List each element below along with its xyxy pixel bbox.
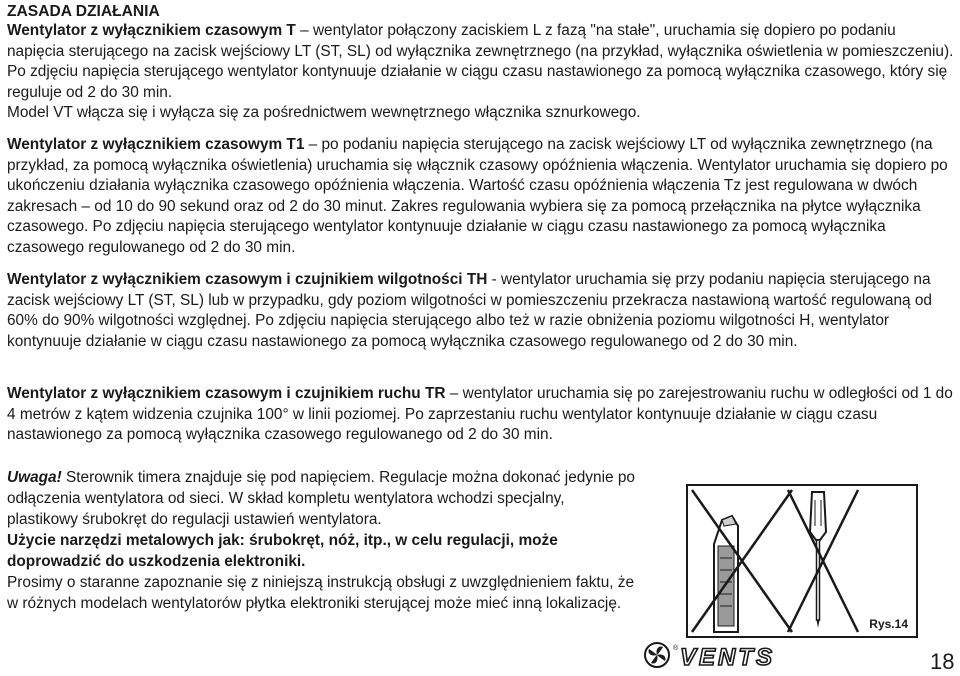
section-heading: ZASADA DZIAŁANIA (7, 3, 160, 20)
paragraph-tr-title: Wentylator z wyłącznikiem czasowym i czujnikiem ruchu TR (7, 385, 446, 402)
paragraph-th-title: Wentylator z wyłącznikiem czasowym i czujnikiem wilgotności TH (7, 271, 488, 288)
paragraph-tr (7, 384, 957, 446)
page-number: 18 (930, 649, 955, 674)
figure-caption: Rys.14 (869, 617, 908, 631)
tools-figure (686, 484, 918, 638)
warning-text: Sterownik timera znajduje się pod napięciem. Regulacje można dokonać jedynie po odłączenia wentylatora od sieci. W skład kompletu wentylatora wchodzi specjalny, plastikowy śrubokręt do regulacji ustawień wentylatora. (7, 469, 635, 528)
paragraph-t-vt-note: Model VT włącza się i wyłącza się za pośrednictwem wewnętrznego włącznika sznurkowego. (7, 104, 641, 121)
knife-icon (714, 516, 738, 632)
registered-mark: ® (673, 645, 679, 652)
cross-mark-icon (692, 490, 792, 632)
paragraph-t-text: – wentylator połączony zaciskiem L z fazą "na stałe", uruchamia się dopiero po podaniu napięcia sterującego na zacisk wejściowy LT (ST, SL) od wyłącznika zewnętrznego (na przykład, wyłącznika oświetlenia w pomieszczeniu). Po zdjęciu napięcia sterującego wentylator kontynuuje działanie w ciągu czasu nastawionego za pomocą wyłącznika czasowego, który się reguluje od 2 do 30 min. (7, 22, 954, 101)
warning-block (7, 467, 637, 614)
paragraph-t1 (7, 135, 957, 258)
crossed-tools-illustration (688, 486, 916, 636)
vents-logo (642, 640, 812, 670)
warning-note: Prosimy o staranne zapoznanie się z niniejszą instrukcją obsługi z uwzględnieniem faktu, że w różnych modelach wentylatorów płytka elektroniki sterującej może mieć inną lokalizację. (7, 574, 635, 612)
paragraph-t1-text: – po podaniu napięcia sterującego na zacisk wejściowy LT od wyłącznika zewnętrznego (na przykład, za pomocą wyłącznika oświetlenia) uruchamia się włącznik czasowy opóźnienia włączenia. Wentylator uruchamia się dopiero po ukończeniu działania wyłącznika czasowego opóźnienia włączenia. Wartość czasu opóźnienia włączenia Tz jest regulowana w dwóch zakresach – od 10 do 90 sekund oraz od 2 do 30 minut. Zakres regulowania wybiera się za pomocą przełącznika na płytce wyłącznika czasowego. Po zdjęciu napięcia sterującego wentylator kontynuuje działanie w ciągu czasu nastawionego za pomocą wyłącznika czasowego regulowanego od 2 do 30 min. (7, 136, 948, 256)
warning-label: Uwaga! (7, 469, 62, 486)
fan-logo-icon (645, 643, 669, 667)
paragraph-t (7, 21, 957, 124)
paragraph-t-title: Wentylator z wyłącznikiem czasowym T (7, 22, 296, 39)
paragraph-th (7, 270, 957, 352)
paragraph-th-text: - wentylator uruchamia się przy podaniu napięcia sterującego na zacisk wejściowy LT (ST, SL) lub w przypadku, gdy poziom wilgotności w pomieszczeniu przekracza nastawioną wartość regulowaną od 60% do 90% wilgotności względnej. Po zdjęciu napięcia sterującego albo też w razie obniżenia poziomu wilgotności H, wentylator kontynuuje działanie w ciągu czasu nastawionego za pomocą wyłącznika czasowego regulowanego od 2 do 30 min. (7, 271, 932, 350)
paragraph-tr-text: – wentylator uruchamia się po zarejestrowaniu ruchu w odległości od 1 do 4 metrów z kątem widzenia czujnika 100° w linii poziomej. Po zaprzestaniu ruchu wentylator kontynuuje działanie w ciągu czasu nastawionego za pomocą wyłącznika czasowego regulowanego od 2 do 30 min. (7, 385, 953, 443)
paragraph-t1-title: Wentylator z wyłącznikiem czasowym T1 (7, 136, 305, 153)
warning-bold-text: Użycie narzędzi metalowych jak: śrubokręt, nóż, itp., w celu regulacji, może doprowadzić do uszkodzenia elektroniki. (7, 532, 558, 570)
brand-wordmark: VENTS (680, 644, 776, 670)
